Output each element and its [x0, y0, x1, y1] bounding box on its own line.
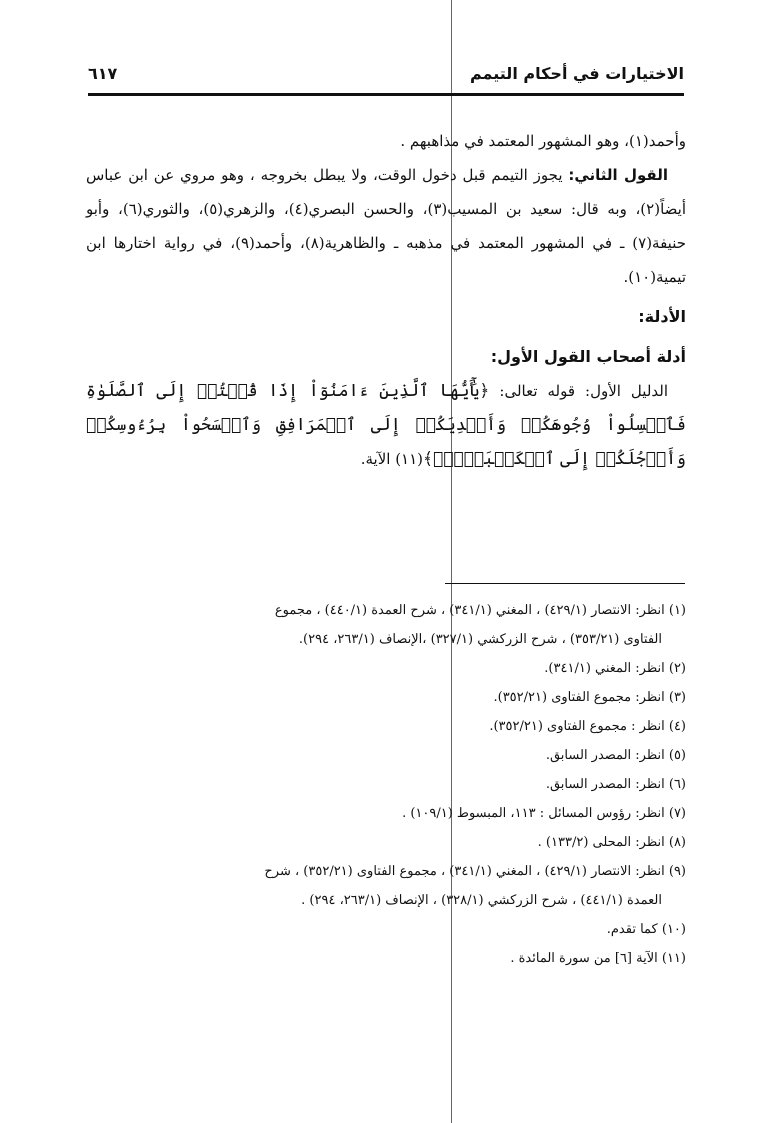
heading-first-opinion-evidence: أدلة أصحاب القول الأول:	[490, 347, 686, 366]
main-text	[86, 124, 686, 476]
footnote-1: (١) انظر: الانتصار (٤٢٩/١) ، المغني (٣٤١/١) ، شرح العمدة (٤٤٠/١) ، مجموع	[274, 603, 686, 618]
page-number: ٦١٧	[88, 64, 118, 83]
footnote-7: (٧) انظر: رؤوس المسائل : ١١٣، المبسوط (١٠٩/١) .	[402, 806, 686, 821]
footnote-4: (٤) انظر : مجموع الفتاوى (٣٥٢/٢١).	[489, 719, 686, 734]
footnote-2: (٢) انظر: المغني (٣٤١/١).	[544, 661, 686, 676]
header-rule	[88, 93, 684, 96]
footnote-9: (٩) انظر: الانتصار (٤٢٩/١) ، المغني (٣٤١/١) ، مجموع الفتاوى (٣٥٢/٢١) ، شرح	[264, 864, 686, 879]
quran-verse: ﴿يَٰٓأَيُّهَا ٱلَّذِينَ ءَامَنُوٓاْ إِذَا قُمۡتُمۡ إِلَى ٱلصَّلَوٰةِ فَٱغۡسِلُواْ وُجُوهَكُمۡ وَأَيۡدِيَكُمۡ إِلَى ٱلۡمَرَافِقِ وَٱمۡسَحُواْ بِرُءُوسِكُمۡ وَأَرۡجُلَكُمۡ إِلَى ٱلۡكَعۡبَيۡنِۚ﴾	[86, 381, 686, 469]
footnote-10: (١٠) كما تقدم.	[606, 922, 686, 937]
footnote-8: (٨) انظر: المحلى (١٣٣/٢) .	[537, 835, 686, 850]
heading-evidence: الأدلة:	[638, 307, 686, 326]
page-header	[88, 62, 684, 92]
footnote-11: (١١) الآية [٦] من سورة المائدة .	[510, 951, 686, 966]
footnote-1-continued: الفتاوى (٣٥٣/٢١) ، شرح الزركشي (٣٢٧/١) ،الإنصاف (٢٦٣/١، ٢٩٤).	[298, 632, 662, 647]
footnote-9-continued: العمدة (٤٤١/١) ، شرح الزركشي (٣٢٨/١) ، الإنصاف (٢٦٣/١، ٢٩٤) .	[301, 893, 662, 908]
second-opinion-label: القول الثاني:	[568, 166, 668, 184]
verse-reference: (١١) الآية.	[360, 450, 424, 468]
second-opinion-text: يجوز التيمم قبل دخول الوقت، ولا يبطل بخروجه ، وهو مروي عن ابن عباس أيضاً(٢)، وبه قال: سعيد بن المسيب(٣)، والحسن البصري(٤)، والزهري(٥)، والثوري(٦)، وأبو حنيفة(٧) ـ في المشهور المعتمد في مذهبه ـ والظاهرية(٨)، وأحمد(٩)، في رواية اختارها ابن تيمية(١٠).	[86, 166, 687, 286]
running-title: الاختيارات في أحكام التيمم	[469, 64, 684, 83]
footnotes	[86, 596, 686, 973]
paragraph-second-opinion	[86, 158, 686, 294]
footnote-6: (٦) انظر: المصدر السابق.	[545, 777, 686, 792]
footnote-rule	[445, 583, 685, 584]
first-evidence-intro: الدليل الأول: قوله تعالى:	[489, 382, 668, 400]
footnote-3: (٣) انظر: مجموع الفتاوى (٣٥٢/٢١).	[493, 690, 686, 705]
footnote-5: (٥) انظر: المصدر السابق.	[545, 748, 686, 763]
paragraph-first-evidence	[86, 374, 686, 476]
paragraph-first-opinion-end: وأحمد(١)، وهو المشهور المعتمد في مذاهبهم .	[400, 132, 686, 150]
